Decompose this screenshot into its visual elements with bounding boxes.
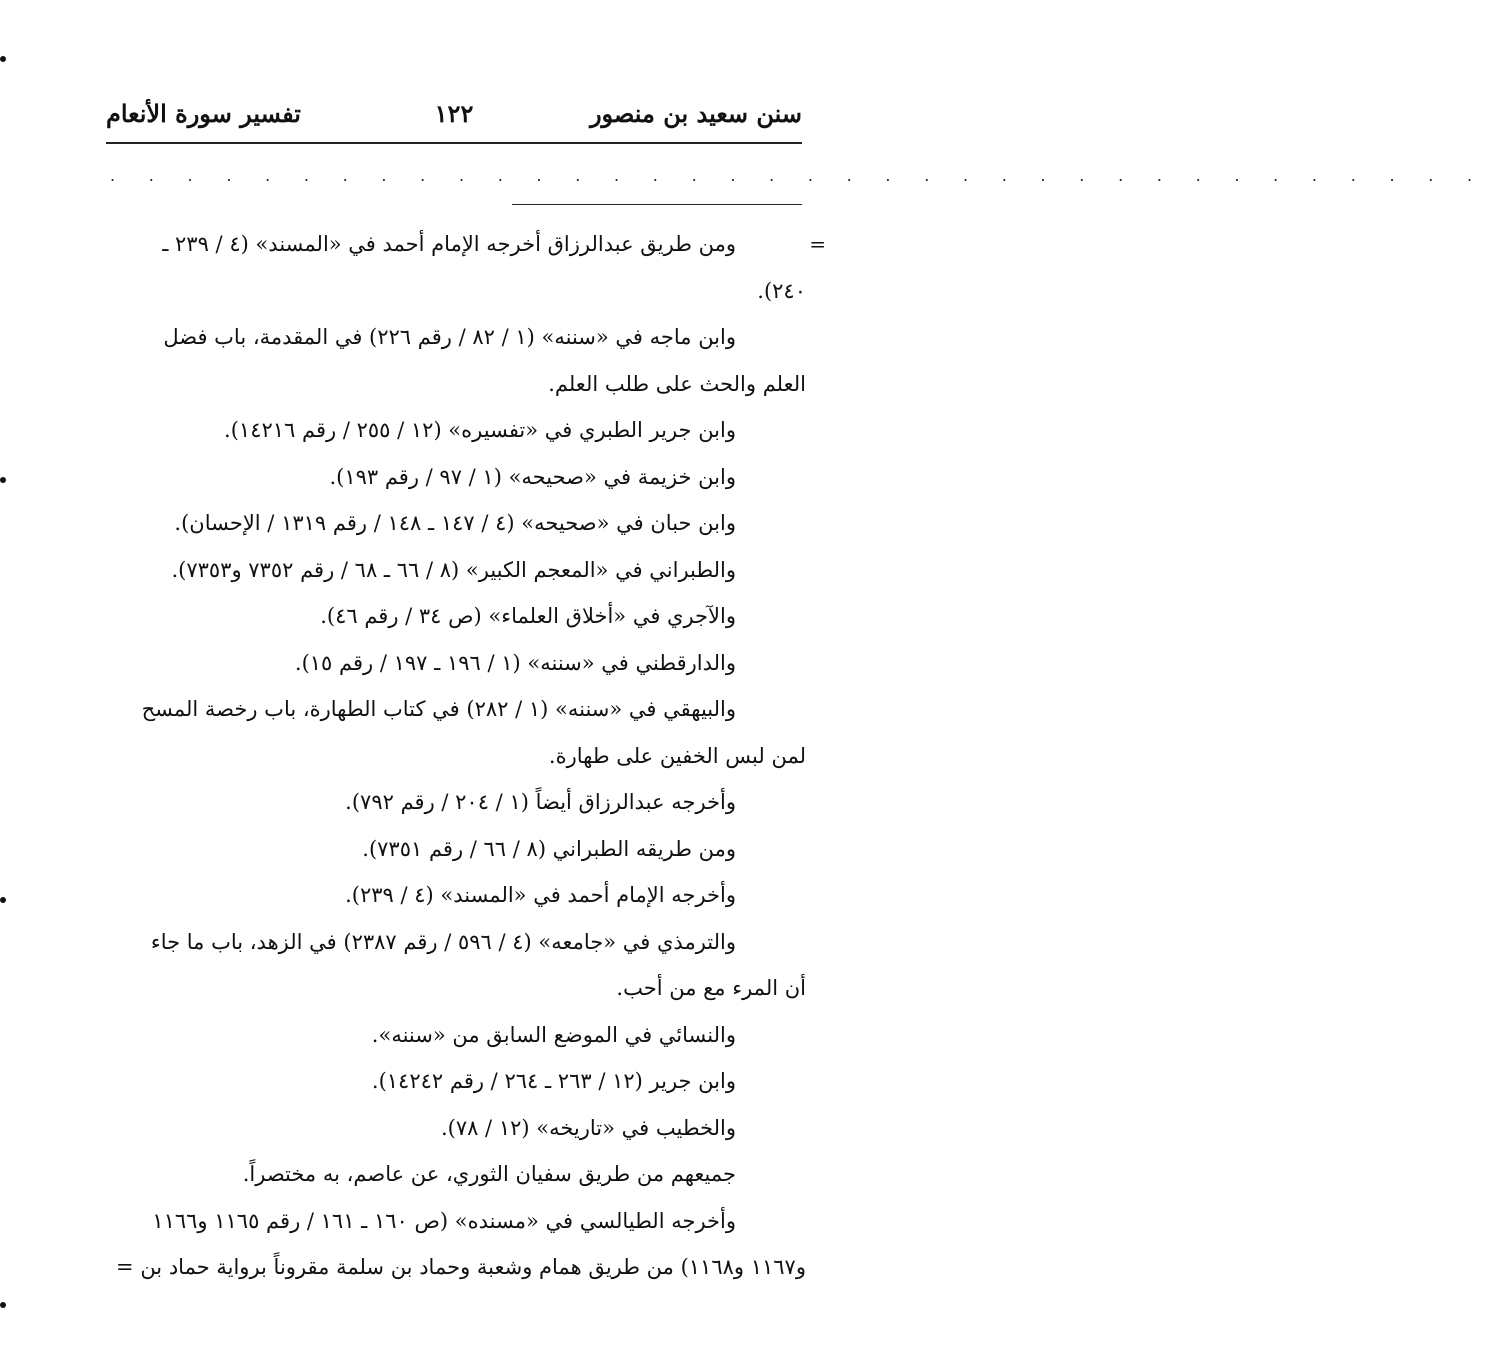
text-line: ومن طريق عبدالرزاق أخرجه الإمام أحمد في «المسند» (٤ / ٢٣٩ ـ = bbox=[106, 221, 806, 268]
text-line: وأخرجه عبدالرزاق أيضاً (١ / ٢٠٤ / رقم ٧٩٢). bbox=[345, 790, 736, 814]
text-line: وابن جرير (١٢ / ٢٦٣ ـ ٢٦٤ / رقم ١٤٢٤٢). bbox=[371, 1069, 736, 1093]
text-line: لمن لبس الخفين على طهارة. bbox=[548, 743, 806, 768]
text-line: وابن ماجه في «سننه» (١ / ٨٢ / رقم ٢٢٦) في المقدمة، باب فضل bbox=[163, 325, 736, 349]
text-line: جميعهم من طريق سفيان الثوري، عن عاصم، به مختصراً. bbox=[242, 1162, 736, 1186]
text-line: وأخرجه الطيالسي في «مسنده» (ص ١٦٠ ـ ١٦١ / رقم ١١٦٥ و١١٦٦ bbox=[152, 1208, 736, 1233]
footnote-text bbox=[106, 221, 826, 1291]
text-line: والطبراني في «المعجم الكبير» (٨ / ٦٦ ـ ٦٨ / رقم ٧٣٥٢ و٧٣٥٣). bbox=[171, 557, 736, 582]
page-header bbox=[106, 96, 802, 136]
text-line: أن المرء مع من أحب. bbox=[616, 976, 806, 1000]
chapter-title: تفسير سورة الأنعام bbox=[106, 99, 301, 128]
footnote-rule bbox=[512, 204, 802, 205]
scan-mark bbox=[0, 897, 6, 903]
continuation-mark: = bbox=[809, 232, 826, 256]
text-line: والنسائي في الموضع السابق من «سننه». bbox=[371, 1022, 736, 1047]
text-line: والبيهقي في «سننه» (١ / ٢٨٢) في كتاب الطهارة، باب رخصة المسح bbox=[141, 697, 736, 721]
text-line: و١١٦٧ و١١٦٨) من طريق همام وشعبة وحماد بن سلمة مقروناً برواية حماد بن = bbox=[116, 1255, 806, 1279]
ellipsis-separator: . . . . . . . . . . . . . . . . . . . . . . . . . . . . . . . . . . . . bbox=[110, 166, 1486, 185]
text-line: وابن حبان في «صحيحه» (٤ / ١٤٧ ـ ١٤٨ / رقم ١٣١٩ / الإحسان). bbox=[174, 511, 736, 535]
scan-mark bbox=[0, 56, 6, 62]
text-line: ومن طريقه الطبراني (٨ / ٦٦ / رقم ٧٣٥١). bbox=[362, 836, 736, 861]
page-number: ١٢٢ bbox=[434, 99, 474, 128]
book-title: سنن سعيد بن منصور bbox=[589, 99, 802, 128]
text-line: والخطيب في «تاريخه» (١٢ / ٧٨). bbox=[440, 1115, 736, 1140]
text-line: والترمذي في «جامعه» (٤ / ٥٩٦ / رقم ٢٣٨٧) في الزهد، باب ما جاء bbox=[150, 929, 736, 954]
text-line: وابن خزيمة في «صحيحه» (١ / ٩٧ / رقم ١٩٣). bbox=[329, 464, 736, 489]
text-line: وابن جرير الطبري في «تفسيره» (١٢ / ٢٥٥ / رقم ١٤٢١٦). bbox=[224, 418, 736, 442]
text-line: العلم والحث على طلب العلم. bbox=[548, 371, 806, 396]
header-rule bbox=[106, 142, 802, 144]
scan-mark bbox=[0, 1302, 6, 1308]
text-line: ٢٤٠). bbox=[757, 278, 806, 303]
text-line: والآجري في «أخلاق العلماء» (ص ٣٤ / رقم ٤٦). bbox=[320, 604, 736, 628]
scan-mark bbox=[0, 477, 6, 483]
text-line: والدارقطني في «سننه» (١ / ١٩٦ ـ ١٩٧ / رقم ١٥). bbox=[294, 650, 736, 675]
text-line: وأخرجه الإمام أحمد في «المسند» (٤ / ٢٣٩). bbox=[345, 883, 736, 907]
